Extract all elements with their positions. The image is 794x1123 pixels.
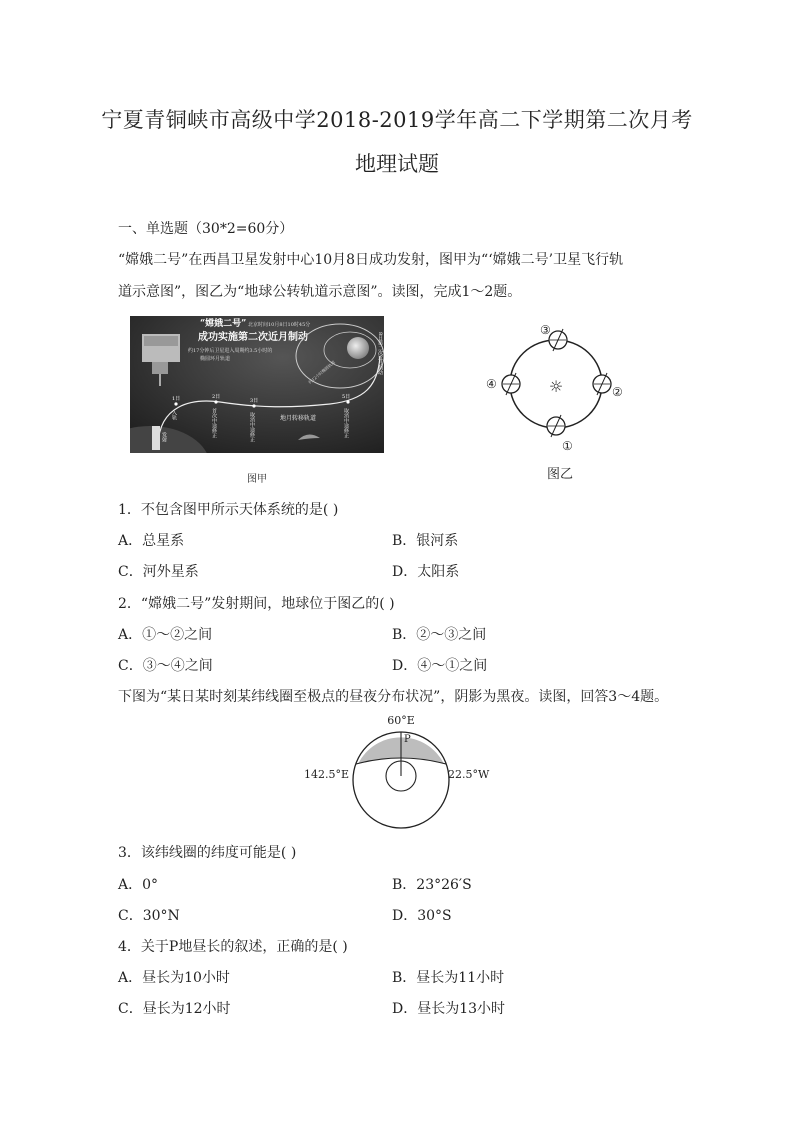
q2-option-d[interactable]: D．④～①之间 <box>392 658 488 674</box>
marker-3: ③ <box>540 323 551 337</box>
earth-position-4 <box>486 373 520 395</box>
marker-4: ④ <box>486 377 497 391</box>
figure-yi-earth-orbit <box>484 318 628 466</box>
q2-option-c[interactable]: C．③～④之间 <box>118 658 213 674</box>
marker-1: ① <box>562 439 573 453</box>
q2-stem: 2．“嫦娥二号”发射期间，地球位于图乙的( ) <box>118 596 395 612</box>
label-142e: 142.5°E <box>304 768 350 781</box>
figure-yi-caption: 图乙 <box>546 467 573 482</box>
q1-option-b[interactable]: B．银河系 <box>392 533 459 549</box>
fig1-day2-label: 首次中途修正 <box>211 408 217 438</box>
moon-icon <box>347 337 369 359</box>
document-title: 宁夏青铜峡市高级中学2018-2019学年高二下学期第二次月考 <box>101 108 693 132</box>
fig1-launch-label: 发射 <box>161 432 167 442</box>
q4-option-d[interactable]: D．昼长为13小时 <box>392 1001 506 1017</box>
earth-position-2 <box>593 373 623 399</box>
fig1-note2: 椭圆环月轨道 <box>200 356 231 362</box>
q3-option-b[interactable]: B．23°26′S <box>392 877 472 893</box>
fig1-day1-label: 入轨 <box>171 410 177 420</box>
q3-option-d[interactable]: D．30°S <box>392 908 452 924</box>
intro1-line2: 道示意图”，图乙为“地球公转轨道示意图”。读图，完成1～2题。 <box>118 284 522 300</box>
q3-option-c[interactable]: C．30°N <box>118 908 180 924</box>
intro1-line1: “嫦娥二号”在西昌卫星发射中心10月8日成功发射，图甲为“‘嫦娥二号’卫星飞行轨 <box>118 252 624 268</box>
fig1-time: 北京时间10月8日10时45分 <box>248 322 311 328</box>
earth-position-1 <box>547 415 573 453</box>
figure-day-night-circle <box>300 712 500 836</box>
section-heading: 一、单选题（30*2=60分） <box>118 221 294 237</box>
q4-stem: 4．关于P地昼长的叙述，正确的是( ) <box>118 939 348 955</box>
q4-option-c[interactable]: C．昼长为12小时 <box>118 1001 231 1017</box>
q2-option-b[interactable]: B．②～③之间 <box>392 627 487 643</box>
document-subtitle: 地理试题 <box>355 152 439 176</box>
label-p: P <box>404 734 411 745</box>
fig1-day5: 5日 <box>342 394 351 400</box>
fig1-headline2: 成功实施第二次近月制动 <box>198 332 308 343</box>
label-60e: 60°E <box>387 714 415 727</box>
q1-option-c[interactable]: C．河外星系 <box>118 564 199 580</box>
figure-jia-orbit-diagram <box>130 316 384 453</box>
q1-stem: 1．不包含图甲所示天体系统的是( ) <box>118 502 339 518</box>
fig1-transfer-label: 地月转移轨道 <box>280 415 317 422</box>
q4-option-b[interactable]: B．昼长为11小时 <box>392 970 505 986</box>
fig1-right-note: 8日第二次近月制动 <box>377 332 383 376</box>
sun-icon: ☼ <box>548 377 564 396</box>
figure-jia-caption: 图甲 <box>247 474 267 485</box>
fig1-headline1: “嫦娥二号” <box>200 319 247 329</box>
q3-stem: 3．该纬线圈的纬度可能是( ) <box>118 845 297 861</box>
fig1-day3: 3日 <box>250 398 259 404</box>
fig1-day1: 1日 <box>172 396 181 402</box>
fig1-note1: 约17分钟后卫星进入周期约3.5小时的 <box>188 348 273 354</box>
q2-option-a[interactable]: A．①～②之间 <box>118 627 213 643</box>
earth-position-3 <box>540 323 567 351</box>
rocket-icon <box>152 426 160 450</box>
q4-option-a[interactable]: A．昼长为10小时 <box>118 970 230 986</box>
q1-option-a[interactable]: A．总星系 <box>118 533 185 549</box>
q3-option-a[interactable]: A．0° <box>118 877 159 893</box>
intro2-line1: 下图为“某日某时刻某纬线圈至极点的昼夜分布状况”，阴影为黑夜。读图，回答3～4题。 <box>118 689 669 705</box>
q1-option-d[interactable]: D．太阳系 <box>392 564 460 580</box>
label-22w: 22.5°W <box>448 768 490 781</box>
fig1-inner-orbit: 约12小时椭圆轨道 <box>307 359 336 385</box>
fig1-day5-label: 取消中途修正 <box>343 408 349 438</box>
fig1-day3-label: 取消中途修正 <box>249 412 255 442</box>
fig1-day2: 2日 <box>212 394 221 400</box>
marker-2: ② <box>612 385 623 399</box>
